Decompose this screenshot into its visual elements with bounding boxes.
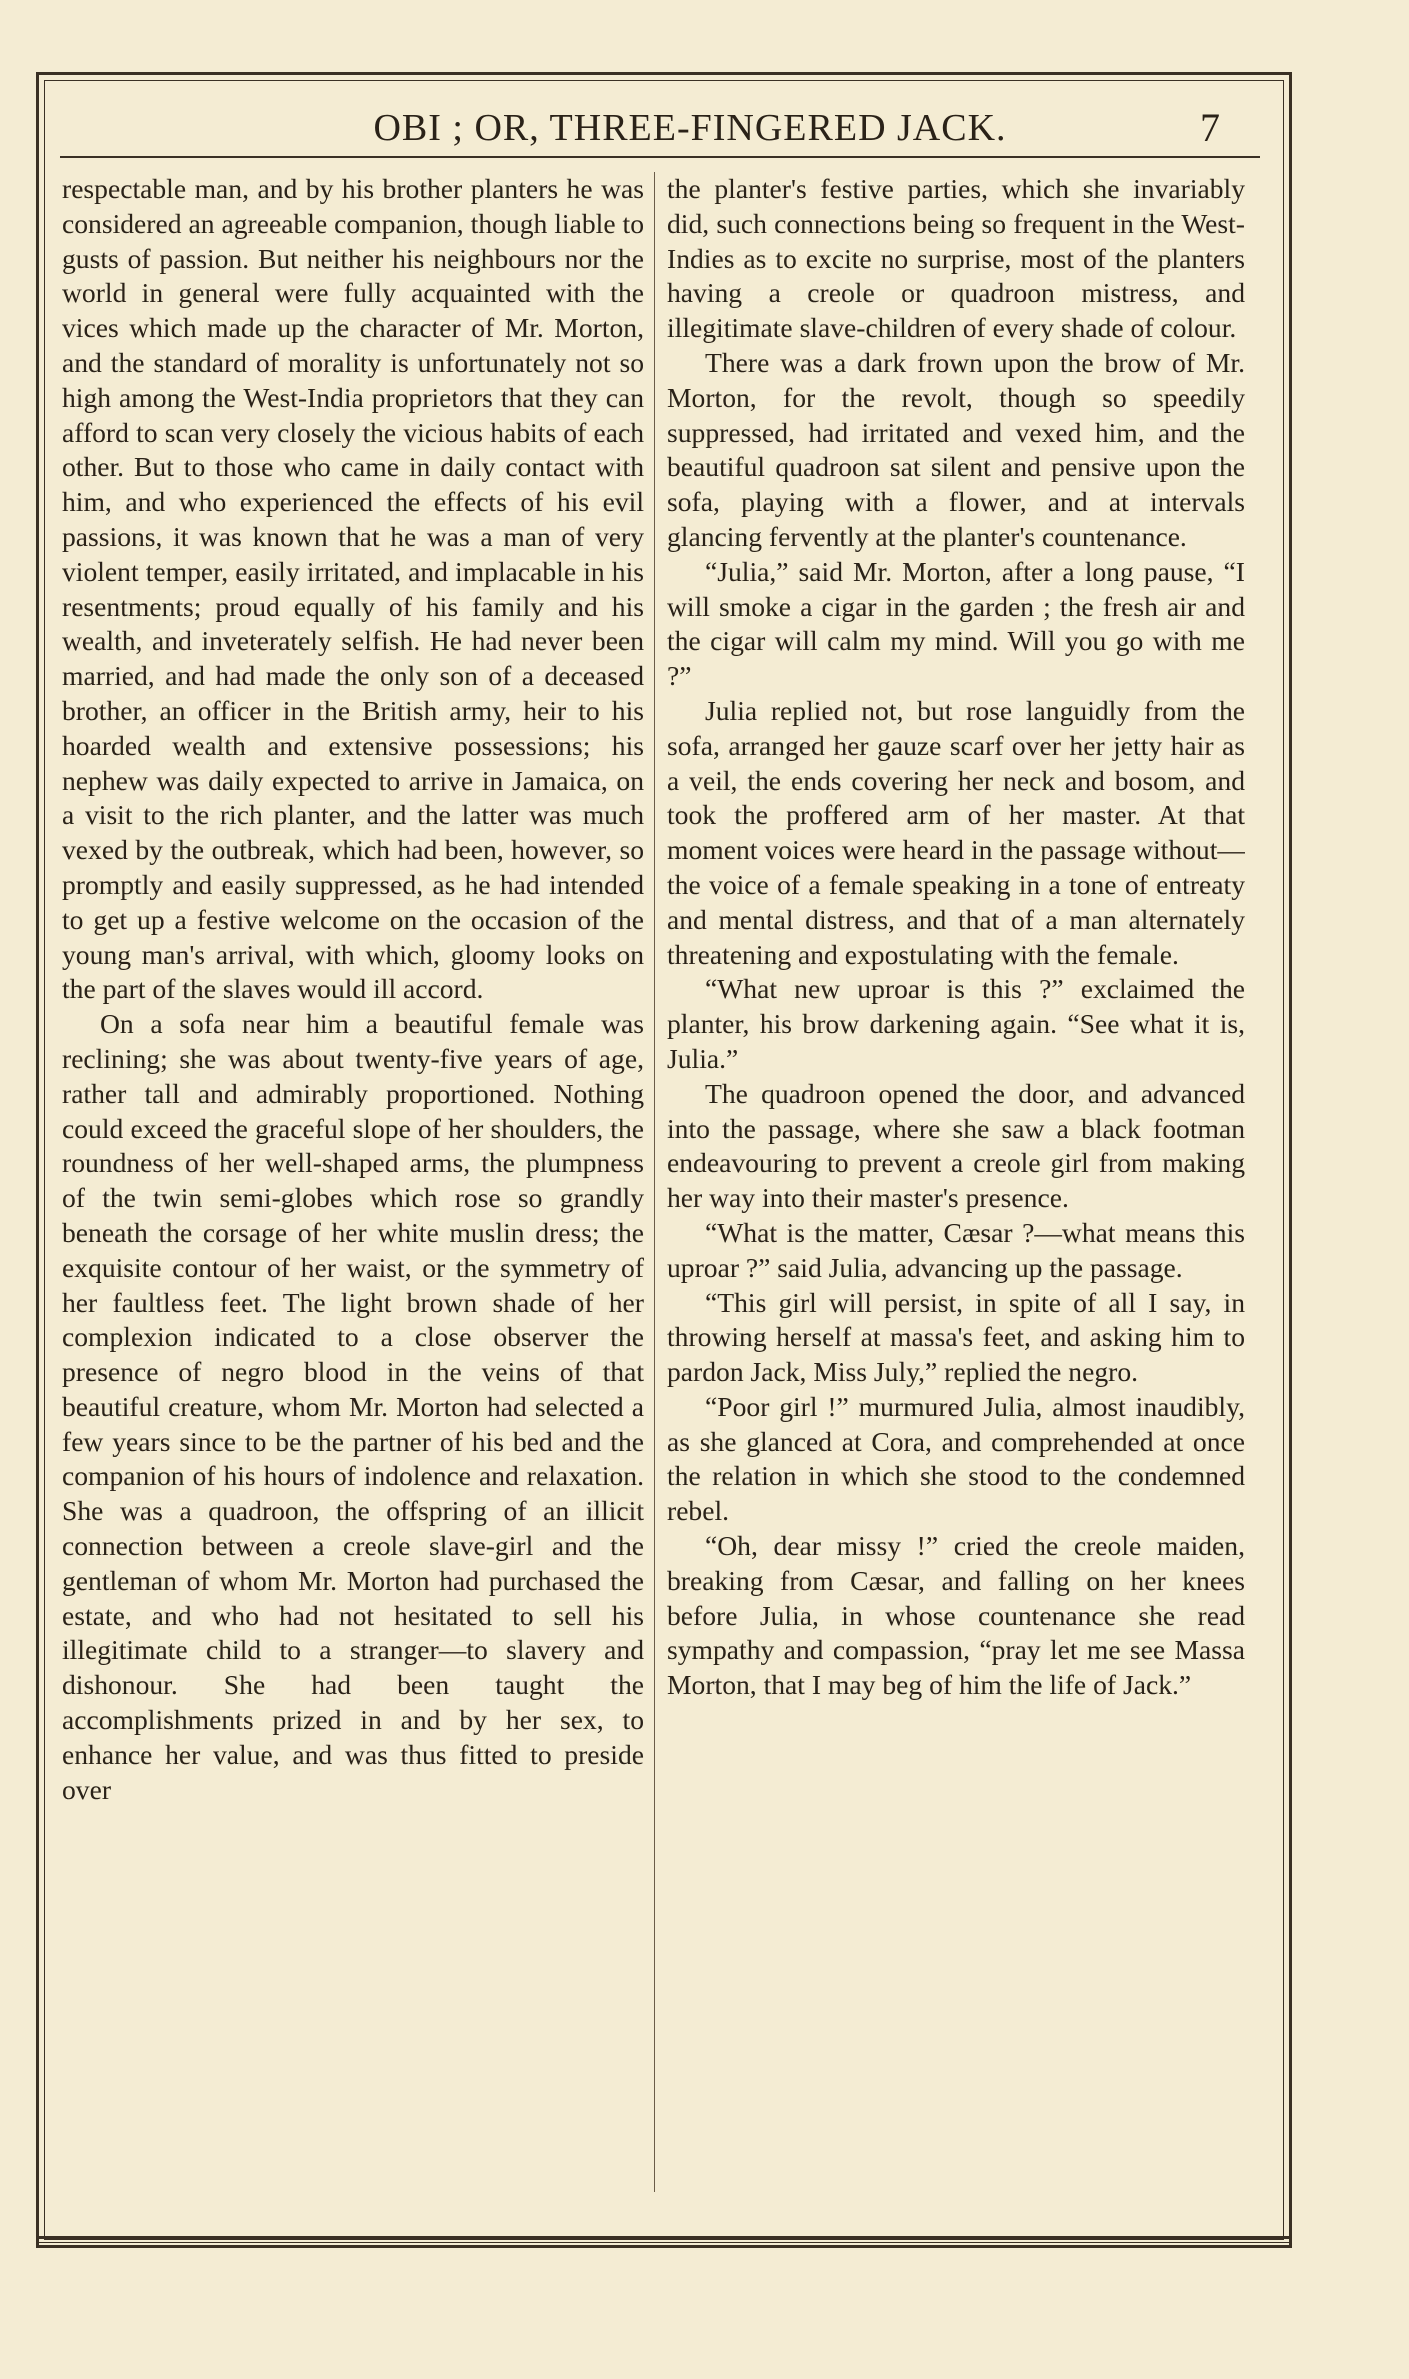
running-title: OBI ; OR, THREE-FINGERED JACK.	[373, 107, 1007, 149]
paragraph: “Julia,” said Mr. Morton, after a long pause, “I will smoke a cigar in the garden ; the fresh air and the cigar will calm my mind. Will you go with me ?”	[667, 555, 1245, 692]
paragraph: There was a dark frown upon the brow of Mr. Morton, for the revolt, though so speedily suppressed, had irritated and vexed him, and the beautiful quadroon sat silent and pensive upon the sofa, playing with a flower, and at intervals glancing fervently at the planter's countenance.	[667, 346, 1245, 552]
paragraph: “Poor girl !” murmured Julia, almost inaudibly, as she glanced at Cora, and comprehended at once the relation in which she stood to the condemned rebel.	[667, 1390, 1245, 1527]
paragraph: “What new uproar is this ?” exclaimed the planter, his brow darkening again. “See what it is, Julia.”	[667, 973, 1245, 1074]
bottom-rule-thin	[36, 2242, 1292, 2243]
paragraph: respectable man, and by his brother planters he was considered an agreeable companion, though liable to gusts of passion. But neither his neighbours nor the world in general were fully acquainted with the vices which made up the character of Mr. Morton, and the standard of morality is unfortunately not so high among the West-India proprietors that they can afford to scan very closely the vicious habits of each other. But to those who came in daily contact with him, and who experienced the effects of his evil passions, it was known that he was a man of very violent temper, easily irritated, and implacable in his resentments; proud equally of his family and his wealth, and inveterately selfish. He had never been married, and had made the only son of a deceased brother, an officer in the British army, heir to his hoarded wealth and extensive possessions; his nephew was daily expected to arrive in Jamaica, on a visit to the rich planter, and the latter was much vexed by the outbreak, which had been, however, so promptly and easily suppressed, as he had intended to get up a festive welcome on the occasion of the young man's arrival, with which, gloomy looks on the part of the slaves would ill accord.	[62, 173, 644, 1005]
left-column	[62, 172, 644, 2182]
page-number: 7	[1200, 105, 1220, 150]
paragraph: The quadroon opened the door, and advanced into the passage, where she saw a black footman endeavouring to prevent a creole girl from making her way into their master's presence.	[667, 1077, 1245, 1214]
paragraph: “What is the matter, Cæsar ?—what means this uproar ?” said Julia, advancing up the passage.	[667, 1216, 1245, 1283]
page-header	[60, 100, 1260, 158]
paragraph: On a sofa near him a beautiful female was reclining; she was about twenty-five years of age, rather tall and admirably proportioned. Nothing could exceed the graceful slope of her shoulders, the roundness of her well-shaped arms, the plumpness of the twin semi-globes which rose so grandly beneath the corsage of her white muslin dress; the exquisite contour of her waist, or the symmetry of her faultless feet. The light brown shade of her complexion indicated to a close observer the presence of negro blood in the veins of that beautiful creature, whom Mr. Morton had selected a few years since to be the partner of his bed and the companion of his hours of indolence and relaxation. She was a quadroon, the offspring of an illicit connection between a creole slave-girl and the gentleman of whom Mr. Morton had purchased the estate, and who had not hesitated to sell his illegitimate child to a stranger—to slavery and dishonour. She had been taught the accomplishments prized in and by her sex, to enhance her value, and was thus fitted to preside over	[62, 1008, 644, 1805]
paragraph: “This girl will persist, in spite of all I say, in throwing herself at massa's feet, and asking him to pardon Jack, Miss July,” replied the negro.	[667, 1286, 1245, 1388]
paragraph: Julia replied not, but rose languidly from the sofa, arranged her gauze scarf over her jetty hair as a veil, the ends covering her neck and bosom, and took the proffered arm of her master. At that moment voices were heard in the passage without—the voice of a female speaking in a tone of entreaty and mental distress, and that of a man alternately threatening and expostulating with the female.	[667, 694, 1245, 970]
paragraph: “Oh, dear missy !” cried the creole maiden, breaking from Cæsar, and falling on her knees before Julia, in whose countenance she read sympathy and compassion, “pray let me see Massa Morton, that I may beg of him the life of Jack.”	[667, 1530, 1245, 1701]
bottom-rule	[36, 2236, 1292, 2239]
paragraph: the planter's festive parties, which she invariably did, such connections being so frequent in the West-Indies as to excite no surprise, most of the planters having a creole or quadroon mistress, and illegitimate slave-children of every shade of colour.	[667, 173, 1245, 344]
right-column	[667, 172, 1245, 2182]
column-divider	[654, 172, 655, 2192]
